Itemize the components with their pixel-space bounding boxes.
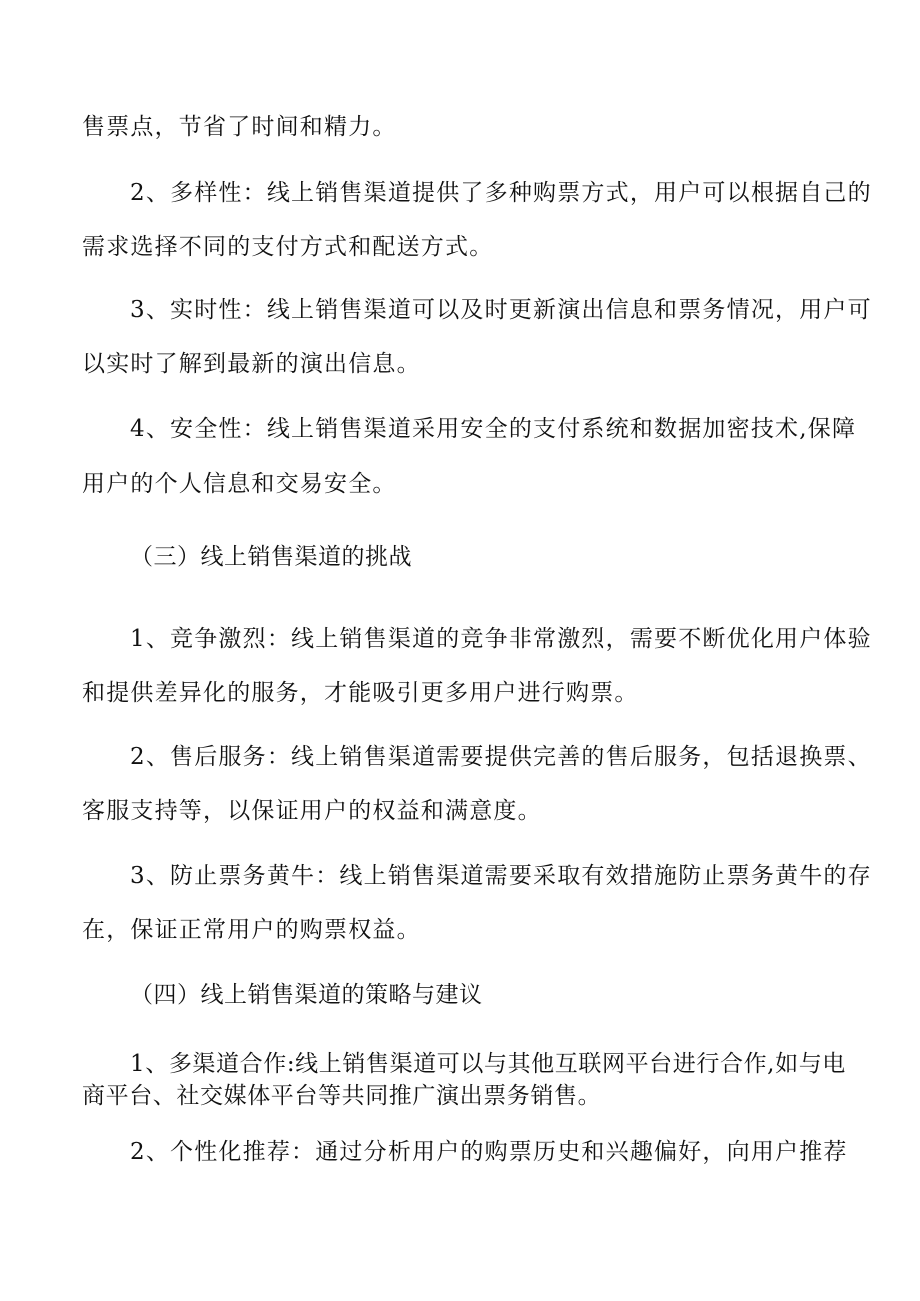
body-text-line: 需求选择不同的支付方式和配送方式。 — [82, 234, 494, 260]
list-item-multichannel: 1、多渠道合作:线上销售渠道可以与其他互联网平台进行合作,如与电 — [130, 1051, 846, 1077]
list-item-diversity: 2、多样性：线上销售渠道提供了多种购票方式，用户可以根据自己的 — [130, 180, 872, 206]
body-text-line: 在，保证正常用户的购票权益。 — [82, 917, 421, 943]
body-text-line: 售票点，节省了时间和精力。 — [82, 114, 397, 140]
body-text-line: 以实时了解到最新的演出信息。 — [82, 351, 421, 377]
list-item-security: 4、安全性：线上销售渠道采用安全的支付系统和数据加密技术,保障 — [130, 416, 857, 442]
list-item-realtime: 3、实时性：线上销售渠道可以及时更新演出信息和票务情况，用户可 — [130, 297, 872, 323]
list-item-personalized: 2、个性化推荐：通过分析用户的购票历史和兴趣偏好，向用户推荐 — [130, 1139, 848, 1165]
list-item-scalpers: 3、防止票务黄牛：线上销售渠道需要采取有效措施防止票务黄牛的存 — [130, 863, 872, 889]
body-text-line: 用户的个人信息和交易安全。 — [82, 471, 397, 497]
body-text-line: 商平台、社交媒体平台等共同推广演出票务销售。 — [82, 1083, 602, 1109]
list-item-after-sales: 2、售后服务：线上销售渠道需要提供完善的售后服务，包括退换票、 — [130, 744, 872, 770]
body-text-line: 客服支持等，以保证用户的权益和满意度。 — [82, 798, 542, 824]
list-item-competition: 1、竞争激烈：线上销售渠道的竞争非常激烈，需要不断优化用户体验 — [130, 626, 872, 652]
section-heading-strategies: （四）线上销售渠道的策略与建议 — [130, 982, 483, 1008]
section-heading-challenges: （三）线上销售渠道的挑战 — [130, 544, 412, 570]
body-text-line: 和提供差异化的服务，才能吸引更多用户进行购票。 — [82, 680, 639, 706]
